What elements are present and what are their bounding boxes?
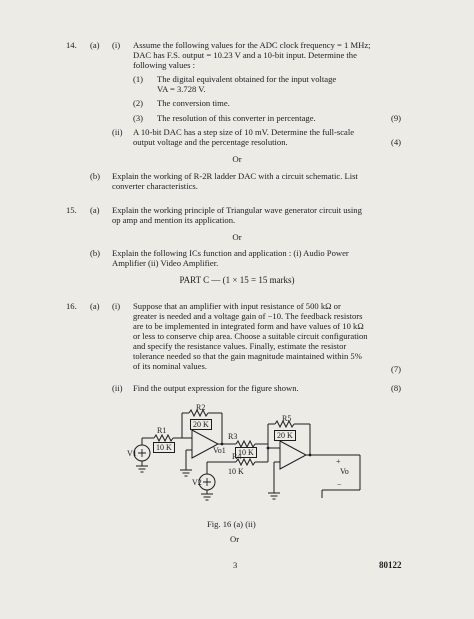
- q14-item-1-line-1: The digital equivalent obtained for the input voltage: [157, 74, 337, 84]
- q14-item-1-number: (1): [133, 74, 144, 84]
- r2-value: 20 K: [190, 419, 212, 430]
- q15-number: 15.: [66, 205, 77, 215]
- q16-a-i-line-5: and specify the resistance values. Finally, estimate the resistor: [133, 341, 347, 351]
- q16-a-i-line-4: or less to conserve chip area. Choose a suitable circuit configuration: [133, 331, 368, 341]
- r4-label: R4: [232, 452, 242, 461]
- op-amp-2-ground-icon: [268, 493, 280, 499]
- q16-a-sub-ii-label: (ii): [112, 383, 123, 393]
- v2-label: V2: [192, 478, 202, 487]
- r1-label: R1: [157, 426, 167, 435]
- q16-number: 16.: [66, 301, 77, 311]
- q14-item-3-marks: (9): [391, 113, 402, 123]
- vo1-label: Vo1: [213, 446, 226, 455]
- q14-item-2-text: The conversion time.: [157, 98, 230, 108]
- r2-label: R2: [196, 403, 206, 412]
- r4-value: 10 K: [228, 467, 244, 476]
- op-amp-2: [280, 441, 306, 469]
- q14-b-line-1: Explain the working of R-2R ladder DAC with a circuit schematic. List: [112, 171, 358, 181]
- q16-a-ii-text: Find the output expression for the figure shown.: [133, 383, 299, 393]
- part-c-heading: PART C — (1 × 15 = 15 marks): [179, 275, 295, 285]
- q14-a-i-line-2: DAC has F.S. output = 10.23 V and a 10-bit input. Determine the: [133, 50, 357, 60]
- q16-a-sub-i-label: (i): [112, 301, 121, 311]
- q16-a-i-line-2: greater is needed and a voltage gain of −10. The feedback resistors: [133, 311, 363, 321]
- q14-item-3-text: The resolution of this converter in percentage.: [157, 113, 316, 123]
- figure-caption: Fig. 16 (a) (ii): [207, 519, 256, 529]
- r5-label: R5: [282, 414, 292, 423]
- q14-item-3-number: (3): [133, 113, 144, 123]
- trailing-or: Or: [230, 534, 240, 544]
- q16-a-i-line-7: of its nominal values.: [133, 361, 207, 371]
- vo-minus-label: −: [337, 480, 342, 489]
- q14-a-sub-ii-label: (ii): [112, 127, 123, 137]
- v2-ground-icon: [201, 494, 213, 500]
- q14-a-i-line-1: Assume the following values for the ADC clock frequency = 1 MHz;: [133, 40, 371, 50]
- r3-label: R3: [228, 432, 238, 441]
- q14-a-sub-i-label: (i): [112, 40, 121, 50]
- q14-a-ii-line-2: output voltage and the percentage resolution.: [133, 137, 288, 147]
- q14-item-2-number: (2): [133, 98, 144, 108]
- vo-plus-label: +: [336, 457, 341, 466]
- v1-label: V1: [127, 449, 137, 458]
- q14-number: 14.: [66, 40, 77, 50]
- q14-a-i-line-3: following values :: [133, 60, 196, 70]
- q16-a-i-line-1: Suppose that an amplifier with input resistance of 500 kΩ or: [133, 301, 341, 311]
- q14-or: Or: [232, 154, 242, 164]
- q14-item-1-line-2: VA = 3.728 V.: [157, 84, 206, 94]
- q16-a-i-line-6: tolerance needed so that the gain magnitude maintained within 5%: [133, 351, 362, 361]
- v1-ground-icon: [136, 466, 148, 472]
- q14-b-line-2: converter characteristics.: [112, 181, 198, 191]
- q15-part-b-label: (b): [90, 248, 101, 258]
- q16-a-ii-marks: (8): [391, 383, 402, 393]
- q15-a-line-2: op amp and mention its application.: [112, 215, 236, 225]
- q16-a-i-marks: (7): [391, 364, 402, 374]
- q14-part-a-label: (a): [90, 40, 100, 50]
- op-amp-1-ground-icon: [180, 470, 192, 476]
- q14-part-b-label: (b): [90, 171, 101, 181]
- q15-b-line-2: Amplifier (ii) Video Amplifier.: [112, 258, 219, 268]
- q16-a-i-line-3: are to be implemented in integrated form and have values of 10 kΩ: [133, 321, 364, 331]
- r5-value: 20 K: [274, 430, 296, 441]
- q15-b-line-1: Explain the following ICs function and application : (i) Audio Power: [112, 248, 349, 258]
- paper-code: 80122: [379, 560, 402, 570]
- q15-or: Or: [232, 232, 242, 242]
- page-number: 3: [233, 560, 238, 570]
- r3-value: 10 K: [235, 447, 257, 458]
- r1-value: 10 K: [153, 442, 175, 453]
- q15-part-a-label: (a): [90, 205, 100, 215]
- q15-a-line-1: Explain the working principle of Triangular wave generator circuit using: [112, 205, 362, 215]
- q16-part-a-label: (a): [90, 301, 100, 311]
- q14-a-ii-marks: (4): [391, 137, 402, 147]
- vo-label: Vo: [340, 467, 349, 476]
- q14-a-ii-line-1: A 10-bit DAC has a step size of 10 mV. Determine the full-scale: [133, 127, 355, 137]
